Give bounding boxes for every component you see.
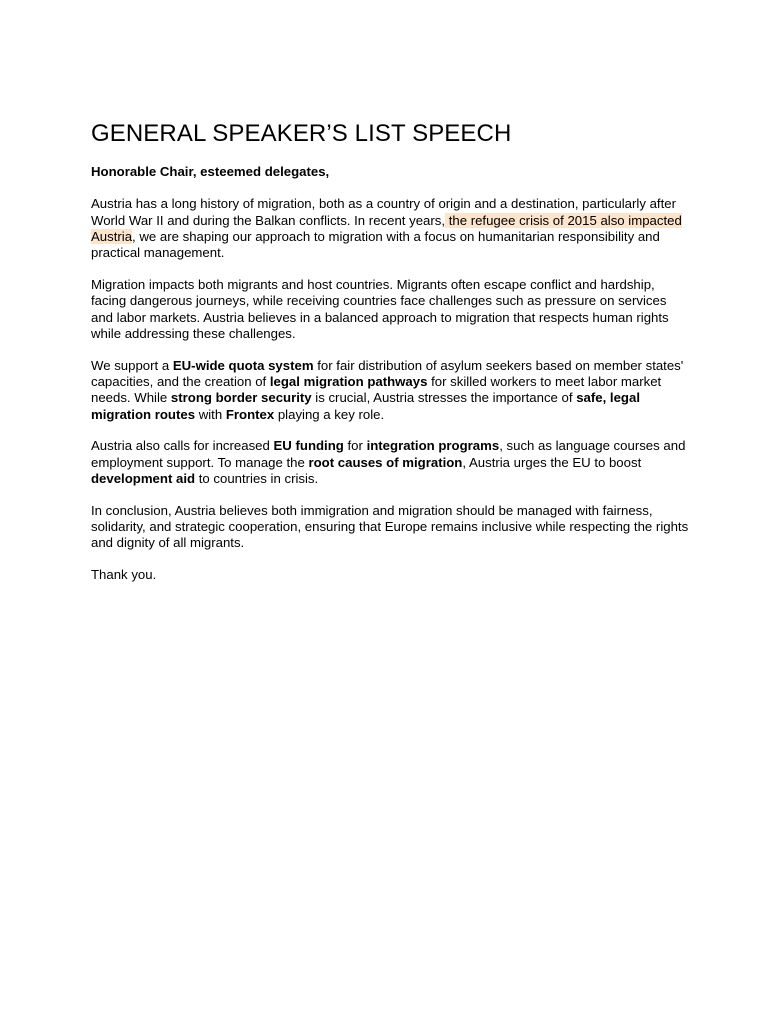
paragraph-text: for — [343, 438, 367, 454]
paragraph-text: Austria also calls for increased — [91, 438, 274, 454]
paragraph-text: with — [195, 406, 226, 422]
paragraph-text: , such as language courses and employment support. To manage the — [91, 438, 686, 470]
salutation: Honorable Chair, esteemed delegates, — [91, 164, 330, 179]
paragraph-text: , we are shaping our approach to migration with a focus on humanitarian responsibility and practical management. — [91, 228, 660, 261]
highlighted-text: the refugee crisis of 2015 also impacted Austria — [91, 212, 682, 244]
bold-term: legal migration pathways — [269, 373, 428, 389]
paragraph-text: for skilled workers to meet labor market needs. While — [91, 373, 662, 406]
paragraph-text: playing a key role. — [274, 406, 385, 422]
closing-line: Thank you. — [91, 567, 157, 583]
bold-term: safe, legal migration routes — [91, 390, 640, 422]
paragraph-text: is crucial, Austria stresses the importance of — [311, 390, 577, 406]
bold-term: EU-wide quota system — [172, 357, 314, 373]
page-title: GENERAL SPEAKER’S LIST SPEECH — [91, 120, 512, 147]
paragraph-impacts: Migration impacts both migrants and host countries. Migrants often escape conflict and hardship, facing dangerous journeys, while receiving countries face challenges such as pressure on services and labor markets. Austria believes in a balanced approach to migration that respects human rights while addressing these challenges. — [91, 276, 669, 341]
paragraph-text: for fair distribution of asylum seekers based on member states' capacities, and the creation of — [91, 357, 684, 389]
paragraph-text: to countries in crisis. — [195, 470, 319, 486]
paragraph-history — [91, 196, 691, 261]
paragraph-funding — [91, 438, 691, 487]
bold-term: root causes of migration — [308, 454, 463, 470]
document-page — [91, 119, 691, 599]
paragraph-text: , Austria urges the EU to boost — [462, 454, 642, 470]
bold-term: Frontex — [225, 406, 275, 422]
bold-term: EU funding — [273, 438, 344, 454]
bold-term: strong border security — [170, 390, 312, 406]
paragraph-text: We support a — [91, 357, 173, 373]
paragraph-conclusion: In conclusion, Austria believes both immigration and migration should be managed with fairness, solidarity, and strategic cooperation, ensuring that Europe remains inclusive while respecting the rights and dignity of all migrants. — [91, 502, 689, 551]
bold-term: development aid — [91, 470, 196, 486]
paragraph-proposals — [91, 358, 691, 423]
paragraph-text: Austria has a long history of migration, both as a country of origin and a destination, particularly after World War II and during the Balkan conflicts. In recent years, — [91, 196, 676, 228]
bold-term: integration programs — [366, 438, 500, 454]
